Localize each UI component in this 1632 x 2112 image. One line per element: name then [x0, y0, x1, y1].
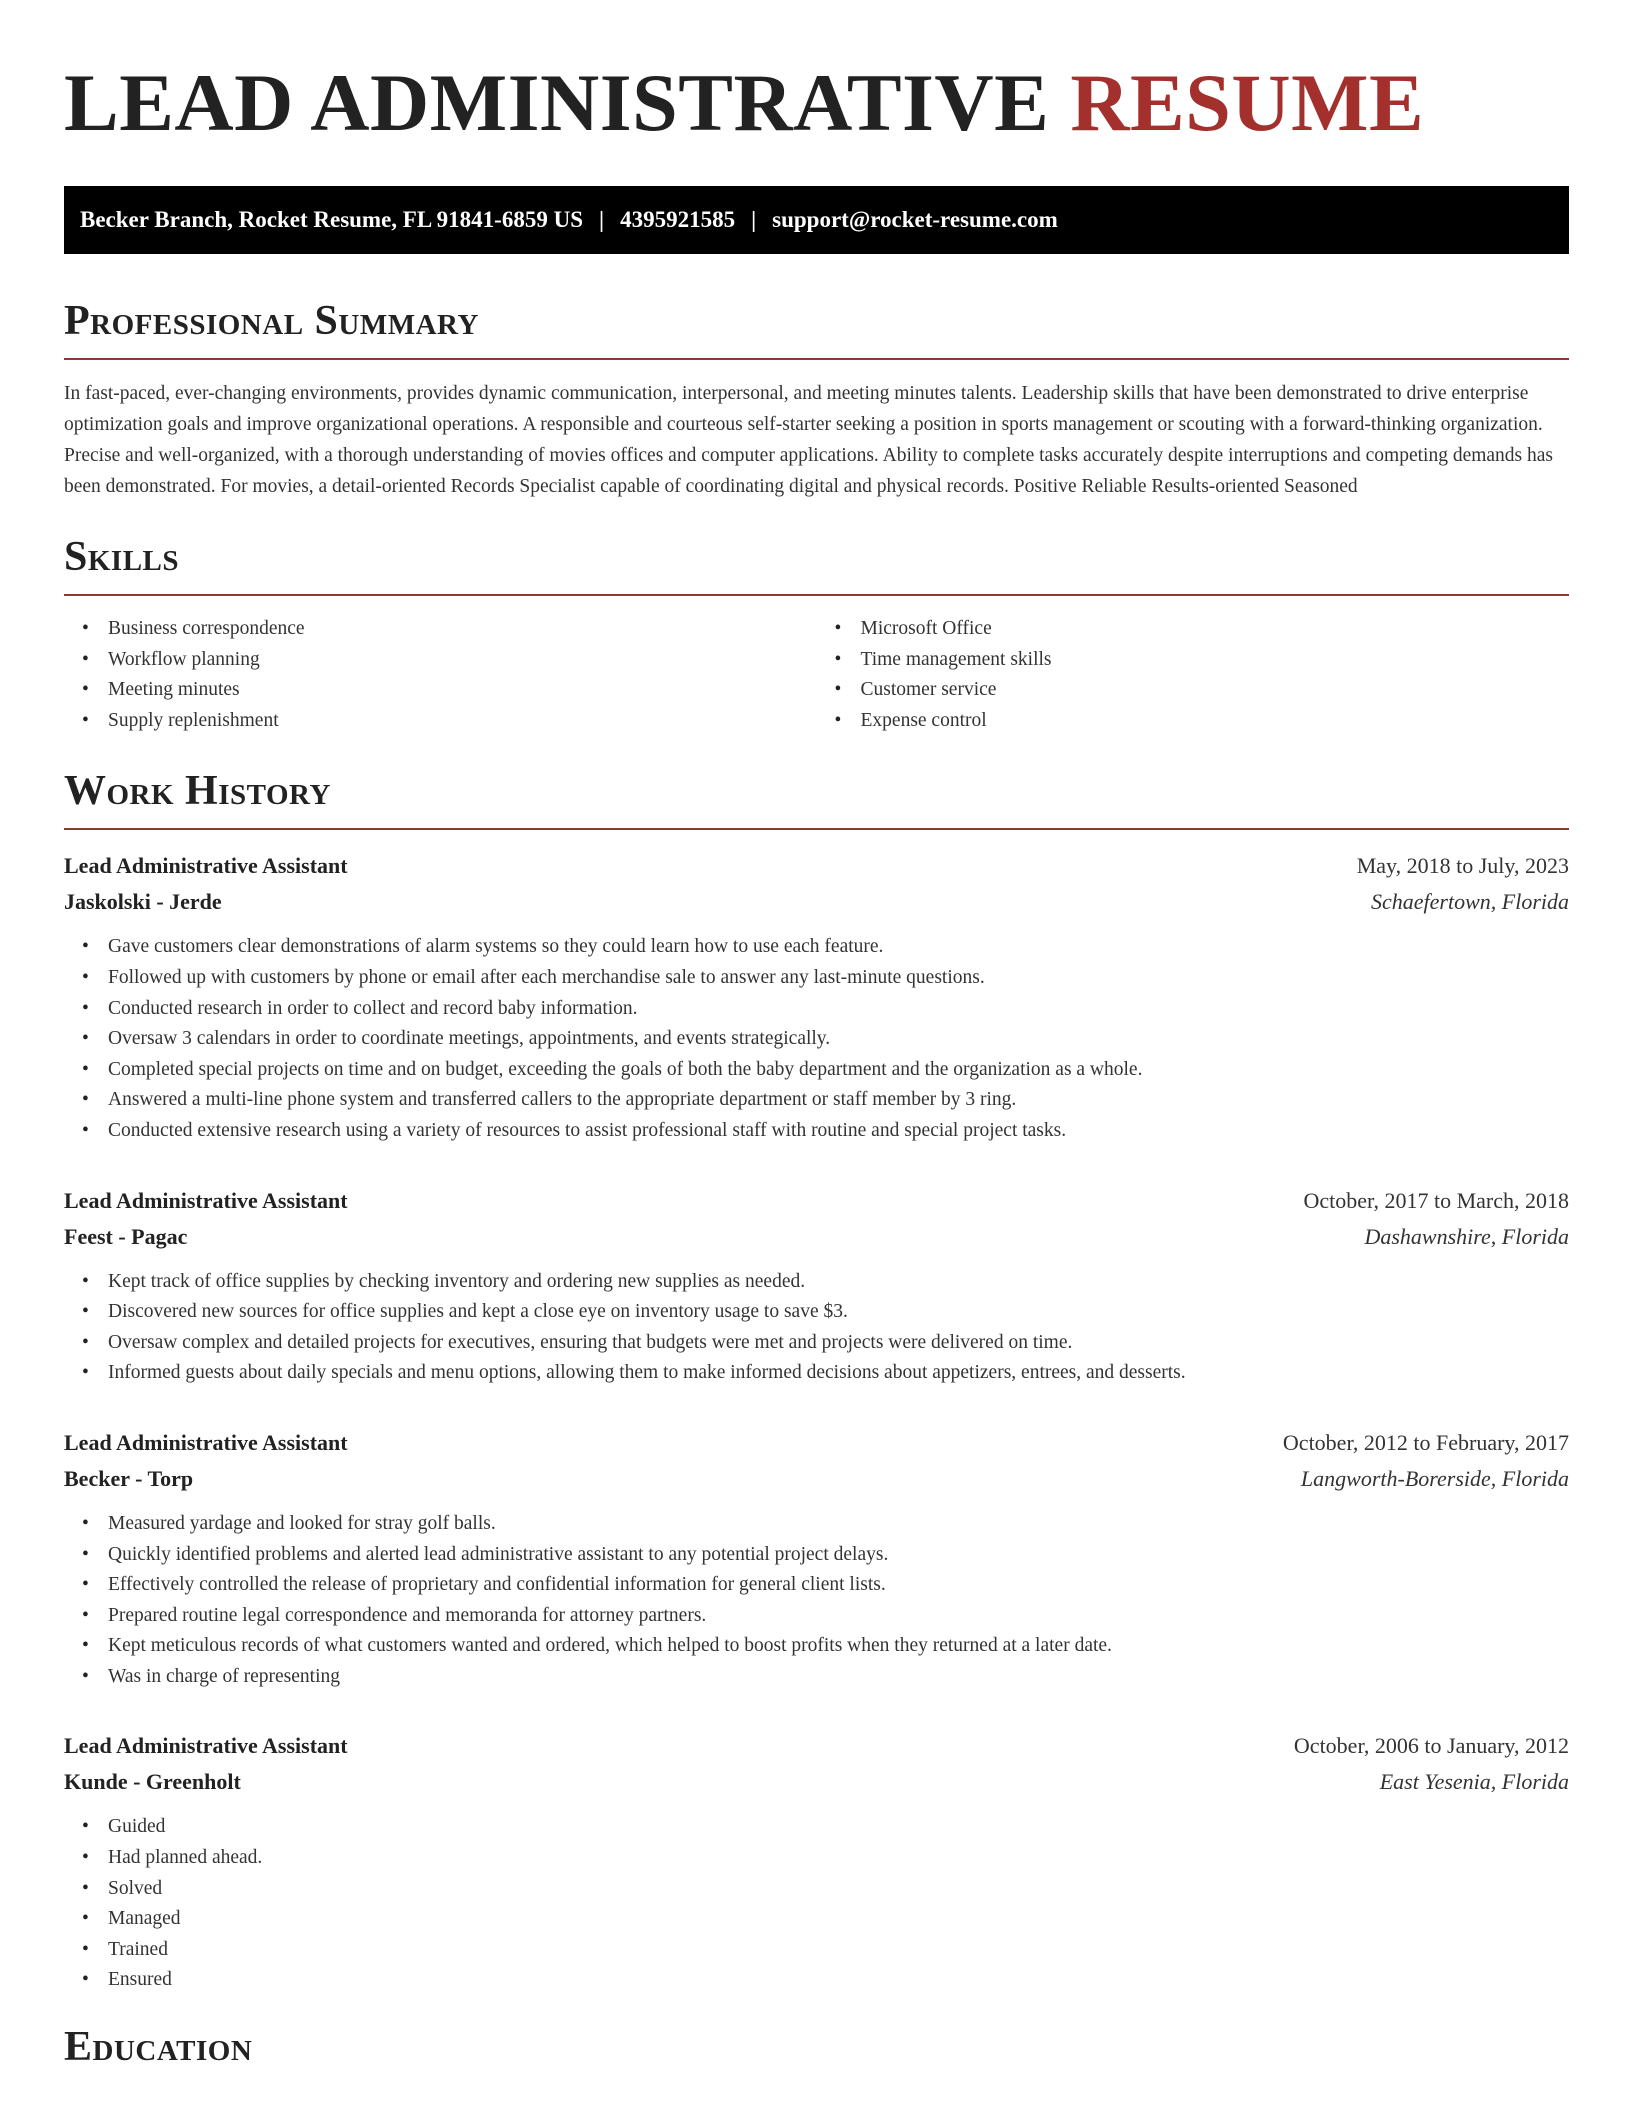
job-bullets [64, 1267, 1569, 1389]
job-bullet: • Answered a multi-line phone system and transferred callers to the appropriate department or staff member by 3 ring. [108, 1085, 1569, 1116]
job-header-row [64, 1728, 1569, 1764]
contact-phone[interactable]: 4395921585 [620, 207, 736, 232]
job-bullet: • Completed special projects on time and on budget, exceeding the goals of both the baby department and the organization as a whole. [108, 1055, 1569, 1086]
job-bullets [64, 1812, 1569, 1996]
job-bullet: • Oversaw complex and detailed projects for executives, ensuring that budgets were met and projects were delivered on time. [108, 1328, 1569, 1359]
job-company: Becker - Torp [64, 1465, 194, 1491]
section-divider [64, 594, 1569, 596]
job-bullet: • Kept track of office supplies by checking inventory and ordering new supplies as needed. [108, 1267, 1569, 1298]
skill-item: • Meeting minutes [108, 675, 817, 706]
job-location: East Yesenia, Florida [1379, 1769, 1569, 1795]
section-divider [64, 358, 1569, 360]
skill-item: • Expense control [861, 706, 1570, 737]
resume-title-accent: RESUME [1070, 57, 1425, 148]
summary-heading: Professional Summary [64, 298, 479, 344]
job-bullet: • Was in charge of representing [108, 1662, 1569, 1693]
summary-section [64, 296, 1569, 502]
job-bullet: • Discovered new sources for office supplies and kept a close eye on inventory usage to save $3. [108, 1297, 1569, 1328]
job-company: Jaskolski - Jerde [64, 889, 222, 915]
job-location: Langworth-Borerside, Florida [1300, 1465, 1569, 1491]
education-heading: Education [64, 2024, 253, 2071]
job-bullet: • Gave customers clear demonstrations of alarm systems so they could learn how to use each feature. [108, 932, 1569, 963]
skill-item: • Supply replenishment [108, 706, 817, 737]
job-entry [64, 1425, 1569, 1693]
skills-list-right [817, 614, 1570, 736]
job-company-row [64, 884, 1569, 920]
contact-separator: | [751, 207, 757, 232]
job-bullet: • Effectively controlled the release of proprietary and confidential information for general client lists. [108, 1570, 1569, 1601]
skills-heading: Skills [64, 534, 180, 580]
job-company-row [64, 1461, 1569, 1497]
skills-list-left [64, 614, 817, 736]
job-bullets [64, 1509, 1569, 1693]
education-section [64, 2022, 1569, 2072]
job-company-row [64, 1764, 1569, 1800]
job-title: Lead Administrative Assistant [64, 1187, 348, 1213]
job-title: Lead Administrative Assistant [64, 1733, 348, 1759]
job-location: Schaefertown, Florida [1371, 889, 1569, 915]
job-dates: October, 2006 to January, 2012 [1293, 1733, 1569, 1759]
job-title: Lead Administrative Assistant [64, 853, 348, 879]
job-entry [64, 848, 1569, 1146]
contact-separator: | [598, 207, 605, 232]
job-bullet: • Had planned ahead. [108, 1843, 1569, 1874]
skills-section [64, 532, 1569, 736]
job-location: Dashawnshire, Florida [1364, 1223, 1569, 1249]
job-dates: October, 2017 to March, 2018 [1303, 1187, 1569, 1213]
job-header-row [64, 1425, 1569, 1461]
resume-title [64, 58, 1569, 148]
skills-grid [64, 614, 1569, 736]
job-bullet: • Measured yardage and looked for stray golf balls. [108, 1509, 1569, 1540]
job-company: Kunde - Greenholt [64, 1769, 241, 1795]
skill-item: • Workflow planning [108, 645, 817, 676]
skill-item: • Time management skills [861, 645, 1570, 676]
job-bullet: • Kept meticulous records of what customers wanted and ordered, which helped to boost profits when they returned at a later date. [108, 1631, 1569, 1662]
job-bullet: • Managed [108, 1904, 1569, 1935]
job-bullet: • Ensured [108, 1965, 1569, 1996]
skill-item: • Customer service [861, 675, 1570, 706]
job-header-row [64, 1183, 1569, 1219]
job-company: Feest - Pagac [64, 1223, 188, 1249]
job-bullet: • Conducted research in order to collect and record baby information. [108, 994, 1569, 1025]
job-dates: October, 2012 to February, 2017 [1282, 1429, 1569, 1455]
section-divider [64, 828, 1569, 830]
job-title: Lead Administrative Assistant [64, 1429, 348, 1455]
job-bullet: • Conducted extensive research using a variety of resources to assist professional staff with routine and special project tasks. [108, 1116, 1569, 1147]
job-bullet: • Informed guests about daily specials and menu options, allowing them to make informed decisions about appetizers, entrees, and desserts. [108, 1358, 1569, 1389]
skill-item: • Microsoft Office [861, 614, 1570, 645]
contact-address: Becker Branch, Rocket Resume, FL 91841-6859 US [80, 207, 583, 232]
skill-item: • Business correspondence [108, 614, 817, 645]
work-history-heading: Work History [64, 768, 331, 815]
job-entry [64, 1728, 1569, 1996]
job-header-row [64, 848, 1569, 884]
contact-email[interactable]: support@rocket-resume.com [772, 207, 1058, 232]
summary-text: In fast-paced, ever-changing environments, provides dynamic communication, interpersonal, and meeting minutes talents. Leadership skills that have been demonstrated to drive enterprise optimization goals and improve organizational operations. A responsible and courteous self-starter seeking a position in sports management or scouting with a forward-thinking organization. Precise and well-organized, with a thorough understanding of movies offices and computer applications. Ability to complete tasks accurately despite interruptions and competing demands has been demonstrated. For movies, a detail-oriented Records Specialist capable of coordinating digital and physical records. Positive Reliable Results-oriented Seasoned [64, 383, 1554, 497]
work-history-section [64, 766, 1569, 1996]
job-bullet: • Guided [108, 1812, 1569, 1843]
job-bullet: • Solved [108, 1874, 1569, 1905]
job-dates: May, 2018 to July, 2023 [1356, 853, 1569, 879]
job-bullet: • Oversaw 3 calendars in order to coordinate meetings, appointments, and events strategically. [108, 1024, 1569, 1055]
job-entry [64, 1183, 1569, 1389]
job-bullet: • Prepared routine legal correspondence and memoranda for attorney partners. [108, 1601, 1569, 1632]
job-bullets [64, 932, 1569, 1146]
job-bullet: • Followed up with customers by phone or email after each merchandise sale to answer any last-minute questions. [108, 963, 1569, 994]
contact-bar [64, 186, 1569, 254]
job-bullet: • Trained [108, 1935, 1569, 1966]
resume-title-main: LEAD ADMINISTRATIVE [64, 57, 1050, 148]
job-bullet: • Quickly identified problems and alerted lead administrative assistant to any potential project delays. [108, 1540, 1569, 1571]
job-company-row [64, 1219, 1569, 1255]
